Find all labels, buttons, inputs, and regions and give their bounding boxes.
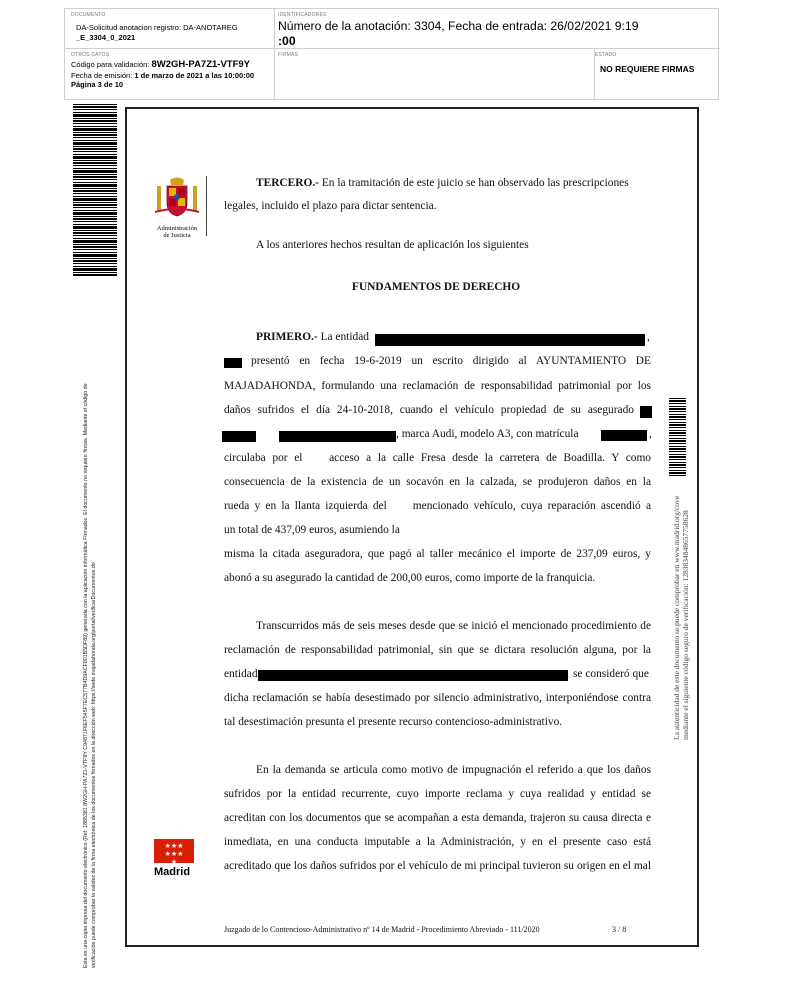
p1-line6: circulaba por el acceso a la calle Fresa desde la carretera de Boadilla. Y como [224, 452, 651, 464]
right-verification-text-2: mediante el siguiente código seguro de verificación: 1283834848657758628 [681, 510, 690, 740]
right-barcode [669, 398, 686, 478]
p1-line8: rueda y en la llanta izquierda del mencionado vehículo, cuya reparación ascendió a [224, 500, 651, 512]
redaction-entity-1 [375, 334, 645, 346]
p3-line2: sufridos por la entidad recurrente, cuyo importe reclama y cuya realidad y entidad se [224, 788, 651, 800]
p1-line5: , marca Audi, modelo A3, con matrícula [396, 428, 579, 440]
documento-caption: DOCUMENTO [71, 12, 106, 18]
p1-line3: MAJADAHONDA, formulando una reclamación de responsabilidad patrimonial por los [224, 380, 651, 392]
estado-caption: ESTADO [595, 52, 617, 58]
anteriores-line: A los anteriores hechos resultan de aplicación los siguientes [256, 239, 529, 251]
tercero-line1 [256, 177, 654, 189]
codigo-validacion [71, 60, 250, 70]
madrid-label: Madrid [154, 866, 191, 878]
identificadores-line1: Número de la anotación: 3304, Fecha de entrada: 26/02/2021 9:19 [278, 19, 639, 33]
fundamentos-title: FUNDAMENTOS DE DERECHO [352, 281, 521, 293]
otros-datos-cell [65, 49, 275, 100]
p1-line7: consecuencia de la existencia de un socavón en la calzada, se produjeron daños en la [224, 476, 651, 488]
footer-court: Juzgado de lo Contencioso-Administrativo nº 14 de Madrid - Procedimiento Abreviado - 111/2020 [224, 925, 540, 934]
p1-line2: presentó en fecha 19-6-2019 un escrito dirigido al AYUNTAMIENTO DE [251, 355, 651, 367]
redaction-entity-3 [258, 670, 568, 681]
codigo-value: 8W2GH-PA7Z1-VTF9Y [151, 59, 251, 70]
tercero-line2: legales, incluido el plazo para dictar sentencia. [224, 200, 437, 212]
p1-line4: daños sufridos el día 24-10-2018, cuando el vehículo propiedad de su asegurado [224, 404, 634, 416]
left-barcode [73, 104, 117, 276]
madrid-flag [154, 839, 194, 866]
p1-line11: abonó a su asegurado la cantidad de 200,00 euros, como importe de la franquicia. [224, 572, 596, 584]
left-verification-text-2: verificación puede comprobar la validez de la firma electrónica de los documentos firmados en la dirección web: https://sede.majadahonda.org/portal/verificarDocumentos.do [91, 562, 97, 968]
madrid-logo [150, 839, 198, 881]
justicia-logo [152, 176, 202, 239]
documento-line2: _E_3304_0_2021 [76, 33, 136, 42]
p3-line3: acreditan con los documentos que se acompañan a esta demanda, trajeron su causa directa e [224, 812, 651, 824]
identificadores-line2: :00 [278, 34, 296, 48]
p1-line9: un total de 437,09 euros, asumiendo la [224, 524, 400, 536]
estado-cell [595, 49, 720, 100]
primero-line1 [256, 331, 369, 343]
fecha-value: 1 de marzo de 2021 a las 10:00:00 [134, 71, 255, 80]
primero-heading: PRIMERO.- [256, 331, 318, 343]
p2-line5: tal desestimación presunta el presente recurso contencioso-administrativo. [224, 716, 563, 728]
stars-icon: ★★★★★★★ [164, 843, 184, 866]
comma-2: , [649, 428, 652, 440]
justicia-line2: de Justicia [163, 232, 191, 239]
primero-text: La entidad [320, 331, 369, 343]
p2-line1: Transcurridos más de seis meses desde que se inició el mencionado procedimiento de [256, 620, 651, 632]
firmas-caption: FIRMAS [278, 52, 299, 58]
documento-line1: DA-Solicitud anotacion registro: DA-ANOTAREG [76, 23, 238, 32]
tercero-text: En la tramitación de este juicio se han observado las prescripciones [321, 177, 629, 189]
comma-1: , [647, 331, 650, 343]
p2-line3b: se consideró que [573, 668, 649, 680]
otros-caption: OTROS DATOS [71, 52, 110, 58]
justicia-line1: Administración [156, 225, 198, 232]
documento-cell [65, 9, 275, 49]
p1-line10: misma la citada aseguradora, que pagó al taller mecánico el importe de 237,09 euros, y [224, 548, 651, 560]
identificadores-caption: IDENTIFICADORES [278, 12, 327, 18]
margin-rule [206, 176, 207, 236]
justicia-caption [152, 225, 202, 239]
right-verification-text-1: La autenticidad de este documento se puede comprobar en www.madrid.org/cove [672, 495, 681, 740]
p3-line4: inmediata, en una conducta imputable a la Administración, y en el presente caso está [224, 836, 651, 848]
estado-value: NO REQUIERE FIRMAS [600, 64, 695, 74]
redaction-name-2 [279, 431, 396, 442]
coat-of-arms-icon [152, 176, 202, 220]
p2-line3a: entidad [224, 668, 258, 680]
p2-line2: reclamación de responsabilidad patrimonial, sin que se dictara resolución alguna, por la [224, 644, 651, 656]
document-header [64, 8, 719, 100]
p2-line4: dicha reclamación se había desestimado por silencio administrativo, interponiéndose contra [224, 692, 651, 704]
redaction-name-1 [222, 431, 256, 442]
firmas-cell [275, 49, 595, 100]
left-verification-text-1: Esta es una copia impresa del documento electrónico (Ref: 1885381 8W2GH-PA7Z1-VTF9Y C94871F6EF545F7EC577B4D9ACF801B5DF89) generada con la aplicación informática Firmadoc. El documento no requiere firmas. Mediante el código de [83, 383, 89, 968]
pagina: Página 3 de 10 [71, 80, 124, 89]
p3-line5: acreditado que los daños sufridos por el vehículo de mi principal tuvieron su origen en el mal [224, 860, 651, 872]
fecha-label: Fecha de emisión: [71, 71, 133, 80]
redaction-entity-2 [224, 358, 242, 368]
p3-line1: En la demanda se articula como motivo de impugnación el referido a que los daños [256, 764, 651, 776]
codigo-label: Código para validación: [71, 60, 150, 69]
redaction-plate [601, 430, 647, 441]
tercero-heading: TERCERO.- [256, 177, 319, 189]
footer-page: 3 / 8 [612, 925, 627, 934]
redaction-asegurado [640, 406, 652, 418]
identificadores-cell [275, 9, 720, 49]
